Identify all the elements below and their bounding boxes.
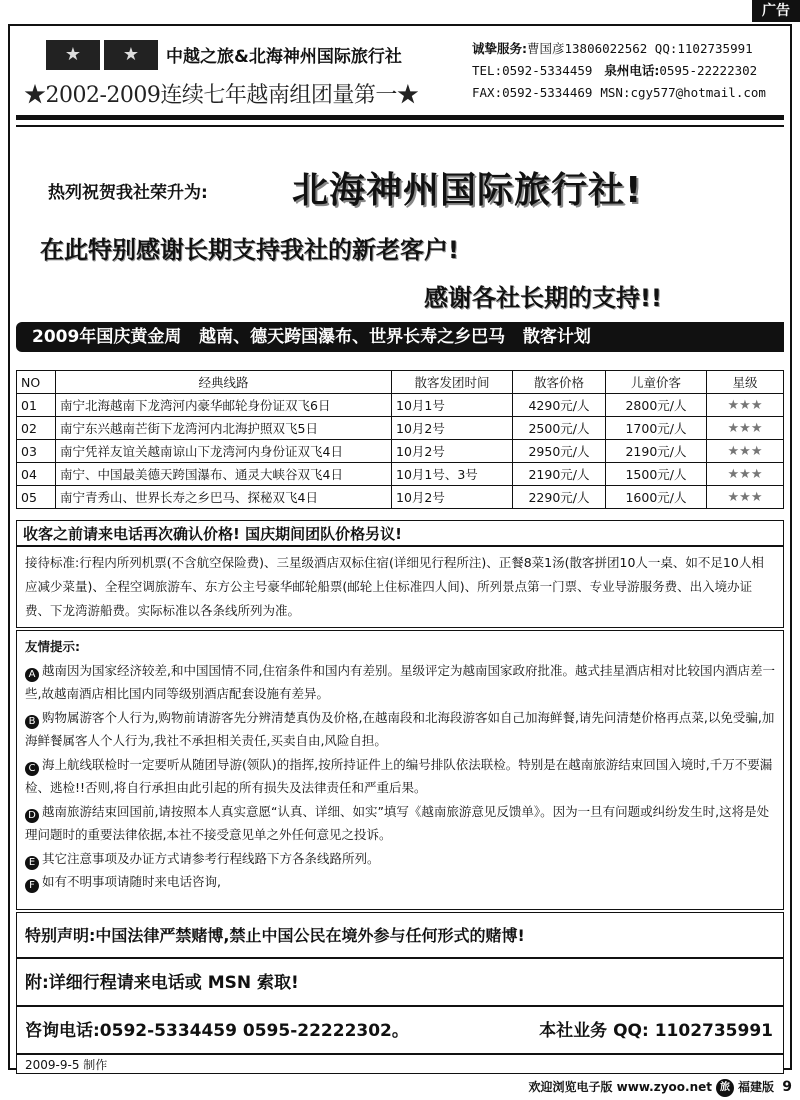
site-logo-icon: 旅 bbox=[716, 1079, 734, 1097]
row-no: 04 bbox=[17, 463, 56, 486]
tip-item bbox=[25, 847, 775, 871]
row-child-price: 2190元/人 bbox=[606, 440, 707, 463]
vietnam-flag-icon: ★ bbox=[104, 40, 158, 70]
tip-item bbox=[25, 659, 775, 706]
plan-banner: 2009年国庆黄金周 越南、德天跨国瀑布、世界长寿之乡巴马 散客计划 bbox=[16, 322, 784, 352]
row-price: 4290元/人 bbox=[513, 394, 606, 417]
row-price: 2190元/人 bbox=[513, 463, 606, 486]
confirm-price-notice: 收客之前请来电话再次确认价格! 国庆期间团队价格另议! bbox=[16, 520, 784, 546]
thanks-agencies: 感谢各社长期的支持!! bbox=[424, 284, 662, 312]
consult-phone: 咨询电话:0592-5334459 0595-22222302。 bbox=[25, 1021, 409, 1041]
quanzhou-value: 0595-22222302 bbox=[659, 63, 758, 78]
tel-line: TEL:0592-5334459 bbox=[472, 63, 593, 78]
tip-text: 其它注意事项及办证方式请参考行程线路下方各条线路所列。 bbox=[42, 850, 380, 866]
made-date: 2009-9-5 制作 bbox=[16, 1054, 784, 1074]
row-no: 03 bbox=[17, 440, 56, 463]
ad-label: 广告 bbox=[752, 0, 800, 22]
row-route: 南宁东兴越南芒街下龙湾河内北海护照双飞5日 bbox=[56, 417, 392, 440]
tip-item bbox=[25, 870, 775, 894]
header-rule-thick bbox=[16, 115, 784, 120]
row-child-price: 1500元/人 bbox=[606, 463, 707, 486]
tip-badge-icon: C bbox=[25, 762, 39, 776]
row-stars: ★★★ bbox=[707, 394, 784, 417]
msn-line: MSN:cgy577@hotmail.com bbox=[600, 85, 766, 100]
tip-text: 购物属游客个人行为,购物前请游客先分辨清楚真伪及价格,在越南段和北海段游客如自己加海鲜餐,请先问清楚价格再点菜,以免受骗,加海鲜餐属客人个人行为,我社不承担相关责任,买卖自由,风险自担。 bbox=[25, 709, 775, 748]
header-child-price: 儿童价客 bbox=[606, 371, 707, 394]
row-route: 南宁凭祥友谊关越南谅山下龙湾河内身份证双飞4日 bbox=[56, 440, 392, 463]
row-route: 南宁、中国最美德天跨国瀑布、通灵大峡谷双飞4日 bbox=[56, 463, 392, 486]
itinerary-note: 附:详细行程请来电话或 MSN 索取! bbox=[16, 958, 784, 1006]
tip-text: 如有不明事项请随时来电话咨询, bbox=[42, 874, 221, 889]
tip-text: 越南旅游结束回国前,请按照本人真实意愿“认真、详细、如实”填写《越南旅游意见反馈单》。因为一旦有问题或纠纷发生时,这将是处理问题时的重要法律依据,本社不接受意见单之外任何意见之投诉。 bbox=[25, 803, 770, 842]
fax-line: FAX:0592-5334469 bbox=[472, 85, 593, 100]
table-row bbox=[17, 440, 784, 463]
congrats-name: 北海神州国际旅行社! bbox=[292, 170, 643, 211]
row-no: 01 bbox=[17, 394, 56, 417]
table-row bbox=[17, 463, 784, 486]
header-stars: 星级 bbox=[707, 371, 784, 394]
table-row bbox=[17, 417, 784, 440]
tip-badge-icon: A bbox=[25, 668, 39, 682]
tip-text: 越南因为国家经济较差,和中国国情不同,住宿条件和国内有差别。星级评定为越南国家政府批准。越式挂星酒店相对比较国内酒店差一些,故越南酒店相比国内同等级别酒店配套设施有差异。 bbox=[25, 662, 775, 701]
consult-block bbox=[16, 1006, 784, 1054]
row-route: 南宁北海越南下龙湾河内豪华邮轮身份证双飞6日 bbox=[56, 394, 392, 417]
thanks-customers: 在此特别感谢长期支持我社的新老客户! bbox=[40, 236, 459, 264]
friendly-tips bbox=[16, 630, 784, 910]
special-statement: 特别声明:中国法律严禁赌博,禁止中国公民在境外参与任何形式的赌博! bbox=[16, 912, 784, 958]
tip-badge-icon: E bbox=[25, 856, 39, 870]
row-no: 02 bbox=[17, 417, 56, 440]
china-flag-icon: ★ bbox=[46, 40, 100, 70]
tip-text: 海上航线联检时一定要听从随团导游(领队)的指挥,按所持证件上的编号排队依法联检。特别是在越南旅游结束回国入境时,千万不要漏检、逃检!!否则,将自行承担由此引起的所有损失及法律责任和严重后果。 bbox=[25, 756, 773, 795]
footer-text: 欢迎浏览电子版 www.zyoo.net bbox=[528, 1080, 712, 1094]
row-price: 2500元/人 bbox=[513, 417, 606, 440]
header bbox=[10, 26, 790, 112]
row-date: 10月2号 bbox=[392, 440, 513, 463]
row-stars: ★★★ bbox=[707, 463, 784, 486]
row-stars: ★★★ bbox=[707, 417, 784, 440]
tips-title: 友情提示: bbox=[25, 639, 80, 654]
tip-badge-icon: D bbox=[25, 809, 39, 823]
header-date: 散客发团时间 bbox=[392, 371, 513, 394]
table-header-row bbox=[17, 371, 784, 394]
advertisement-frame bbox=[8, 24, 792, 1070]
row-stars: ★★★ bbox=[707, 486, 784, 509]
footer bbox=[280, 1076, 800, 1098]
flags bbox=[46, 40, 158, 70]
row-child-price: 2800元/人 bbox=[606, 394, 707, 417]
company-name: 中越之旅&北海神州国际旅行社 bbox=[166, 47, 402, 67]
row-price: 2950元/人 bbox=[513, 440, 606, 463]
header-no: NO bbox=[17, 371, 56, 394]
row-child-price: 1600元/人 bbox=[606, 486, 707, 509]
row-price: 2290元/人 bbox=[513, 486, 606, 509]
row-stars: ★★★ bbox=[707, 440, 784, 463]
row-date: 10月2号 bbox=[392, 486, 513, 509]
sincere-service-value: 曹国彦13806022562 QQ:1102735991 bbox=[527, 41, 753, 56]
quanzhou-label: 泉州电话: bbox=[604, 63, 660, 78]
slogan: ★2002-2009连续七年越南组团量第一★ bbox=[24, 83, 419, 108]
header-rule-thin bbox=[16, 125, 784, 127]
table-row bbox=[17, 394, 784, 417]
row-child-price: 1700元/人 bbox=[606, 417, 707, 440]
tip-badge-icon: F bbox=[25, 879, 39, 893]
header-price: 散客价格 bbox=[513, 371, 606, 394]
tip-badge-icon: B bbox=[25, 715, 39, 729]
contact-block bbox=[472, 38, 766, 104]
routes-table bbox=[16, 370, 784, 509]
row-date: 10月1号 bbox=[392, 394, 513, 417]
header-route: 经典线路 bbox=[56, 371, 392, 394]
congrats-lead: 热列祝贺我社荣升为: bbox=[48, 183, 208, 203]
tip-item bbox=[25, 706, 775, 753]
reception-standard: 接待标准:行程内所列机票(不含航空保险费)、三星级酒店双标住宿(详细见行程所注)、正餐8菜1汤(散客拼团10人一桌、如不足10人相应减少菜量)、全程空调旅游车、东方公主号豪华邮轮船票(邮轮上住标准四人间)、所列景点第一门票、专业导游服务费、出入境办证费、下龙湾游船费。实际标准以各条线所列为准。 bbox=[16, 546, 784, 628]
row-date: 10月2号 bbox=[392, 417, 513, 440]
tip-item bbox=[25, 753, 775, 800]
table-row bbox=[17, 486, 784, 509]
row-no: 05 bbox=[17, 486, 56, 509]
row-date: 10月1号、3号 bbox=[392, 463, 513, 486]
page-number: 9 bbox=[782, 1079, 792, 1095]
business-qq: 本社业务 QQ: 1102735991 bbox=[539, 1021, 773, 1041]
tip-item bbox=[25, 800, 775, 847]
row-route: 南宁青秀山、世界长寿之乡巴马、探秘双飞4日 bbox=[56, 486, 392, 509]
footer-edition: 福建版 bbox=[737, 1080, 774, 1094]
sincere-service-label: 诚挚服务: bbox=[472, 41, 527, 56]
